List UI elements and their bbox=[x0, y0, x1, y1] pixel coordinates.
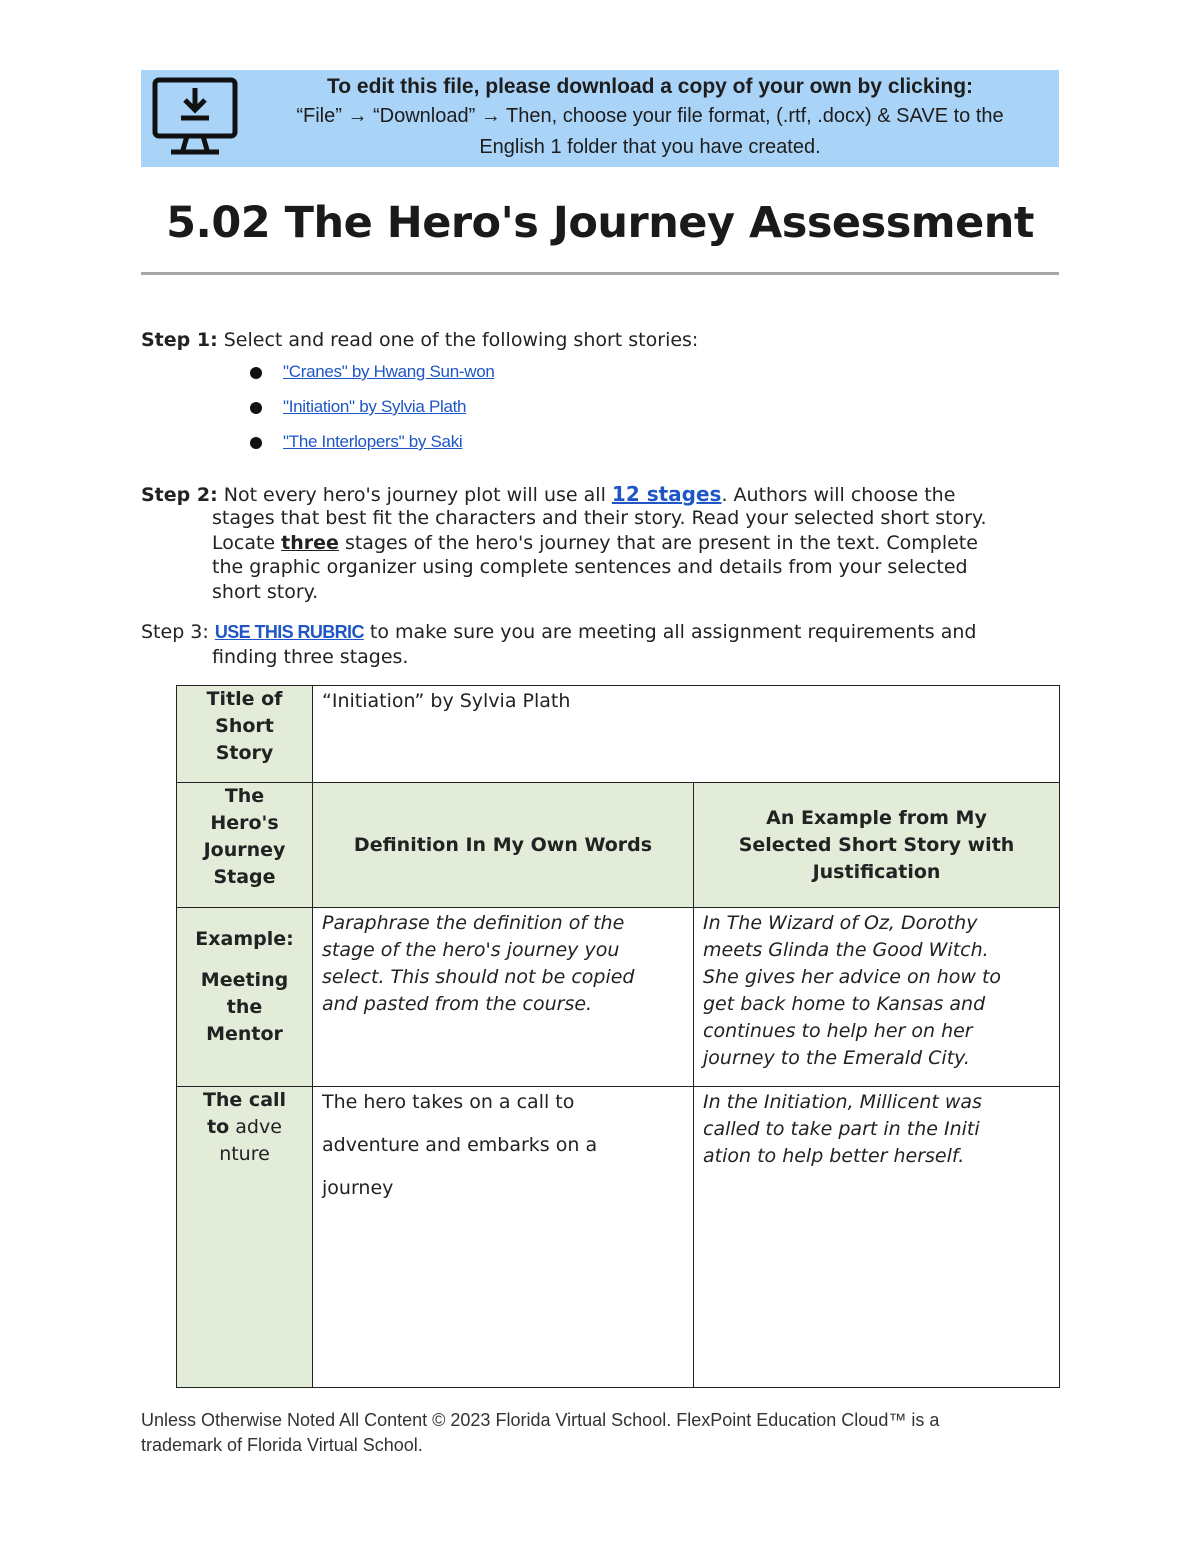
definition-header-cell: Definition In My Own Words bbox=[313, 783, 694, 908]
stage-1-definition-cell[interactable]: The hero takes on a call to adventure and embarks on a journey bbox=[313, 1087, 694, 1388]
story-title-value: “Initiation” by Sylvia Plath bbox=[322, 690, 571, 712]
computer-download-icon bbox=[151, 76, 239, 156]
bullet-icon bbox=[250, 402, 262, 414]
table-row bbox=[177, 783, 1060, 908]
step-1-text: Select and read one of the following short stories: bbox=[217, 329, 699, 351]
stage-header-cell: The Hero's Journey Stage bbox=[177, 783, 313, 908]
step-2-label: Step 2: bbox=[141, 484, 218, 506]
three-emphasis: three bbox=[281, 531, 339, 554]
table-row bbox=[177, 686, 1060, 783]
step-2-text-after: . Authors will choose the bbox=[721, 484, 956, 506]
example-header-cell: An Example from My Selected Short Story with Justification bbox=[694, 783, 1060, 908]
step-2-line: the graphic organizer using complete sentences and details from your selected bbox=[212, 556, 968, 578]
table-row bbox=[177, 1087, 1060, 1388]
step-2-line: Locate three stages of the hero's journey that are present in the text. Complete bbox=[212, 531, 978, 554]
copyright-footer bbox=[141, 1408, 1071, 1458]
example-example-cell: In The Wizard of Oz, Dorothy meets Glinda the Good Witch. She gives her advice on how to get back home to Kansas and continues to help her on her journey to the Emerald City. bbox=[694, 908, 1060, 1087]
banner-instructions-continued: English 1 folder that you have created. bbox=[479, 136, 821, 158]
story-link-cranes[interactable]: "Cranes" by Hwang Sun-won bbox=[283, 362, 495, 381]
bullet-icon bbox=[250, 437, 262, 449]
title-divider bbox=[141, 272, 1059, 275]
page-title: 5.02 The Hero's Journey Assessment bbox=[166, 198, 1034, 248]
step-2 bbox=[141, 482, 1071, 507]
step-2-text: Not every hero's journey plot will use all bbox=[217, 484, 612, 506]
bullet-icon bbox=[250, 367, 262, 379]
footer-line: Unless Otherwise Noted All Content © 2023 Florida Virtual School. FlexPoint Education Cloud™ is a bbox=[141, 1410, 940, 1430]
banner-instructions: “File” → “Download” → Then, choose your file format, (.rtf, .docx) & SAVE to the bbox=[296, 105, 1004, 127]
banner-heading: To edit this file, please download a copy of your own by clicking: bbox=[326, 75, 974, 98]
graphic-organizer-table bbox=[176, 685, 1060, 1388]
twelve-stages-link[interactable]: 12 stages bbox=[611, 482, 722, 506]
step-3-label: Step 3: bbox=[141, 621, 215, 643]
stage-1-example-cell[interactable]: In the Initiation, Millicent was called to take part in the Initi ation to help better herself. bbox=[694, 1087, 1060, 1388]
stage-1-cell[interactable]: The call to adve nture bbox=[177, 1087, 313, 1388]
step-2-line: short story. bbox=[212, 580, 319, 603]
step-3-line: finding three stages. bbox=[212, 646, 409, 668]
step-2-line: stages that best fit the characters and their story. Read your selected short story. bbox=[212, 507, 987, 529]
step-2-body bbox=[212, 506, 1072, 604]
story-link-interlopers[interactable]: "The Interlopers" by Saki bbox=[283, 432, 463, 451]
footer-line: trademark of Florida Virtual School. bbox=[141, 1435, 423, 1455]
download-instructions-banner bbox=[141, 70, 1059, 167]
rubric-link[interactable]: USE THIS RUBRIC bbox=[214, 622, 364, 642]
banner-text bbox=[245, 70, 1055, 162]
step-3-text: to make sure you are meeting all assignment requirements and bbox=[363, 621, 977, 643]
table-row bbox=[177, 908, 1060, 1087]
story-link-initiation[interactable]: "Initiation" by Sylvia Plath bbox=[283, 397, 467, 416]
story-title-cell[interactable] bbox=[313, 686, 1060, 783]
step-1 bbox=[141, 328, 698, 352]
example-definition-cell: Paraphrase the definition of the stage of the hero's journey you select. This should not be copied and pasted from the course. bbox=[313, 908, 694, 1087]
title-label-cell: Title of Short Story bbox=[177, 686, 313, 783]
example-stage-cell: Example: Meeting the Mentor bbox=[177, 908, 313, 1087]
step-3 bbox=[141, 620, 1071, 644]
step-1-label: Step 1: bbox=[141, 329, 218, 351]
